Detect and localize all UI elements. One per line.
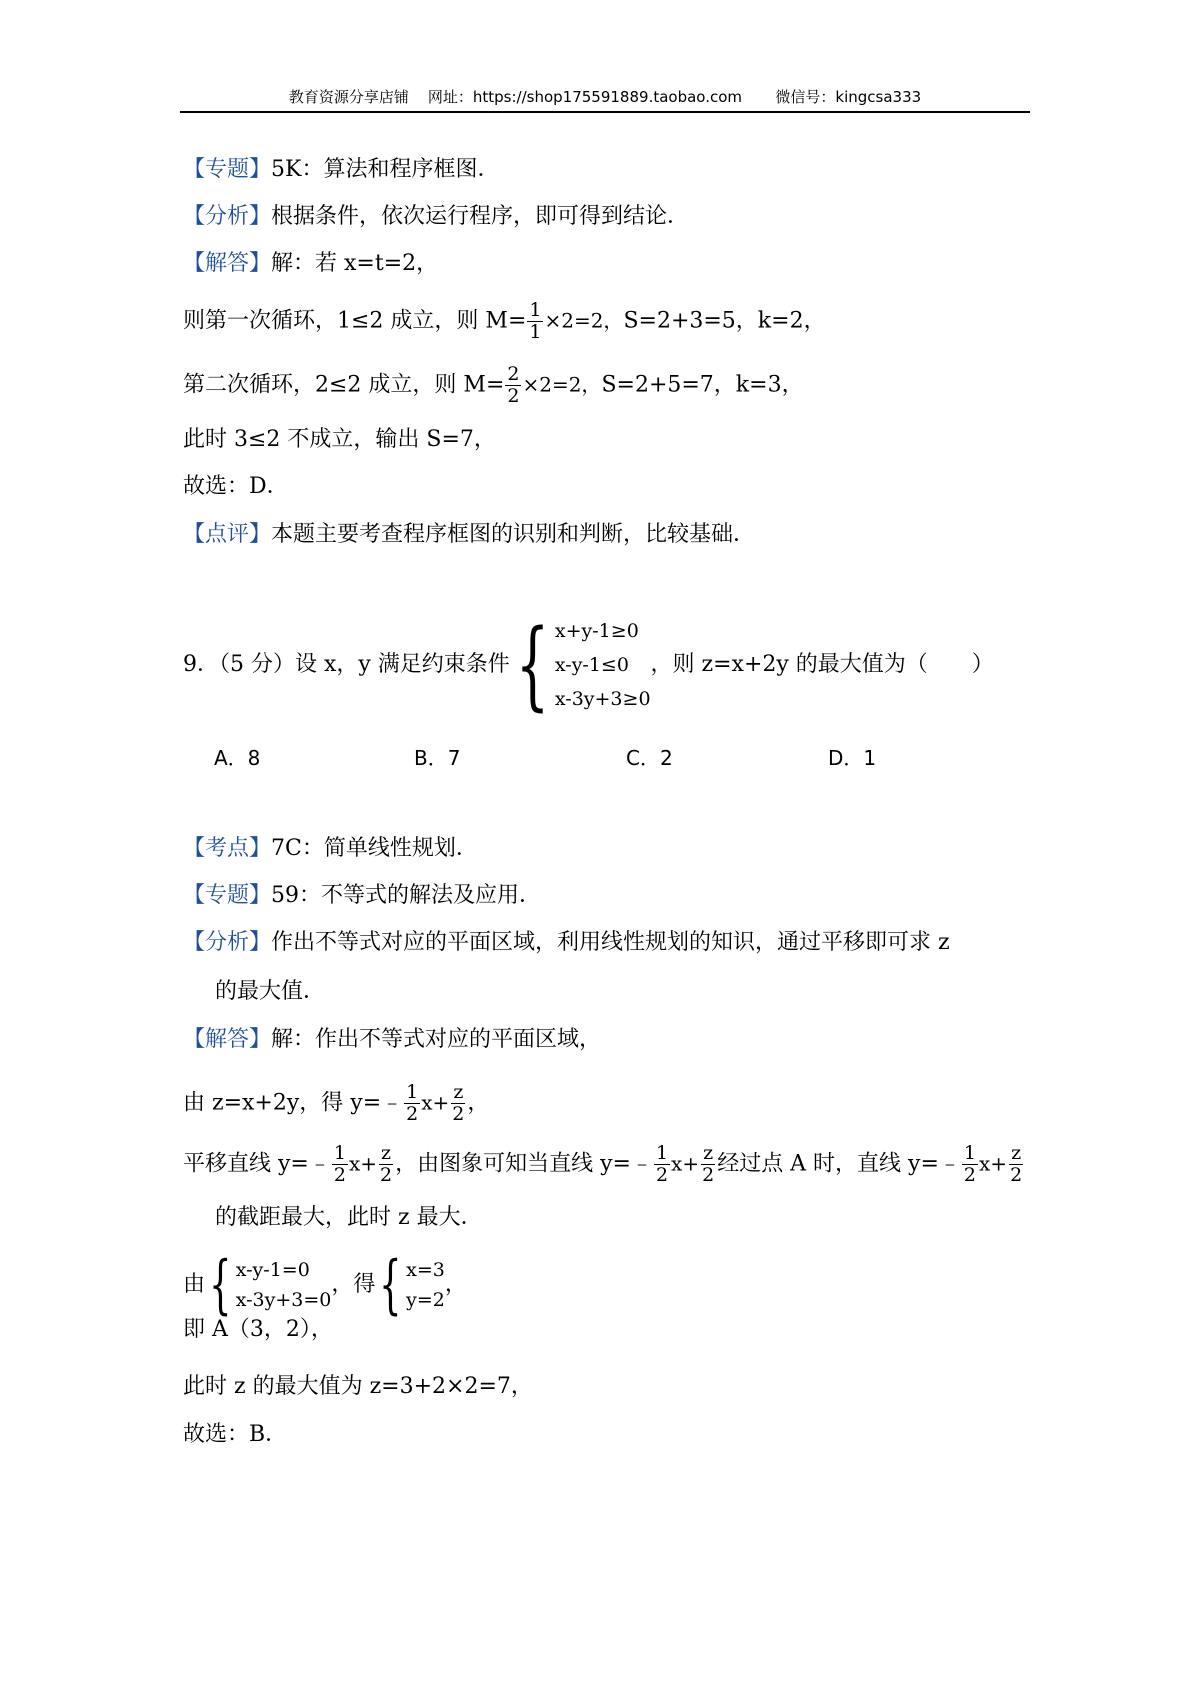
x-plus: x+ xyxy=(979,1151,1008,1176)
solution-label: 【解答】 xyxy=(183,1027,272,1052)
s9-line3: 的截距最大，此时 z 最大． xyxy=(215,1205,483,1230)
option-c: C．2 xyxy=(626,746,673,770)
s9-topic-line xyxy=(183,881,541,911)
analysis-text: 根据条件，依次运行程序，即可得到结论． xyxy=(271,204,690,229)
result-x: x=3 xyxy=(406,1259,445,1281)
fraction xyxy=(404,1082,420,1125)
line2-middle: ，由图象可知当直线 y=﹣ xyxy=(395,1151,653,1177)
fraction-numerator: 1 xyxy=(963,1142,977,1164)
fraction xyxy=(505,364,521,407)
fraction xyxy=(1008,1143,1024,1186)
topic-label: 【专题】 xyxy=(183,157,272,182)
header-rule xyxy=(180,111,1030,113)
q9-stem: 9．（5 分）设 x，y 满足约束条件 xyxy=(183,652,510,677)
s9-line5: 即 A（3，2）， xyxy=(183,1317,333,1342)
fraction-denominator: 2 xyxy=(507,385,520,407)
s8-loop1-line xyxy=(183,300,826,343)
s8-topic-line xyxy=(183,155,499,185)
fraction-denominator: 1 xyxy=(529,321,542,343)
left-brace-icon: { xyxy=(379,1248,402,1322)
s9-line1 xyxy=(183,1082,489,1125)
s8-analysis-line xyxy=(183,202,689,232)
s9-line7: 故选：B． xyxy=(183,1422,288,1447)
fraction-numerator: z xyxy=(453,1081,464,1103)
analysis-text: 作出不等式对应的平面区域，利用线性规划的知识，通过平移即可求 z xyxy=(271,930,950,955)
s9-analysis-line xyxy=(183,928,950,958)
line2-text: 平移直线 y=﹣ xyxy=(183,1151,331,1177)
analysis-label: 【分析】 xyxy=(183,204,272,229)
equation-system xyxy=(205,1248,332,1322)
s8-solution-line xyxy=(183,249,438,279)
kp-label: 【考点】 xyxy=(183,836,272,861)
fraction-denominator: 2 xyxy=(406,1103,419,1125)
constraint-2: x-y-1≤0 xyxy=(554,654,629,676)
page-header: 教育资源分享店铺 网址：https://shop175591889.taobao.com 微信号：kingcsa333 xyxy=(288,88,922,106)
equation-1: x-y-1=0 xyxy=(235,1259,310,1281)
s9-kp-line xyxy=(183,834,478,864)
solution-label: 【解答】 xyxy=(183,251,272,276)
s8-answer-line: 故选：D． xyxy=(183,474,289,499)
s9-line6: 此时 z 的最大值为 z=3+2×2=7， xyxy=(183,1374,533,1399)
constraint-1: x+y-1≥0 xyxy=(554,620,639,642)
fraction-denominator: 2 xyxy=(452,1103,465,1125)
loop2-values: S=2+5=7，k=3， xyxy=(601,372,804,398)
fraction xyxy=(527,300,543,343)
result-y: y=2 xyxy=(406,1289,445,1311)
s9-analysis-cont: 的最大值． xyxy=(215,979,326,1004)
x-plus: x+ xyxy=(421,1090,450,1115)
s9-line4 xyxy=(183,1248,467,1322)
solution-text: 解：若 x=t=2， xyxy=(271,251,439,276)
loop2-text: 第二次循环，2≤2 成立，则 M= xyxy=(183,372,505,398)
x-plus: x+ xyxy=(348,1151,377,1176)
line4-middle: ，得 xyxy=(331,1272,376,1297)
loop2-product: ×2=2， xyxy=(522,372,602,397)
equation-2: x-3y+3=0 xyxy=(235,1289,332,1311)
left-brace-icon: { xyxy=(515,609,550,721)
option-b: B．7 xyxy=(414,746,461,770)
fraction xyxy=(378,1143,394,1186)
line4-end: ， xyxy=(444,1272,467,1297)
s8-loop2-line xyxy=(183,364,804,407)
loop1-values: S=2+3=5，k=2， xyxy=(623,308,826,334)
fraction-numerator: 1 xyxy=(655,1142,669,1164)
fraction-numerator: z xyxy=(381,1142,392,1164)
fraction-numerator: 1 xyxy=(529,299,542,321)
topic-text: 5K：算法和程序框图． xyxy=(271,157,500,182)
fraction-numerator: 2 xyxy=(507,363,520,385)
fraction-numerator: z xyxy=(703,1142,714,1164)
s8-comment-line xyxy=(183,520,755,550)
line2-middle2: 经过点 A 时，直线 y=﹣ xyxy=(717,1151,961,1177)
fraction xyxy=(450,1082,466,1125)
fraction-denominator: 2 xyxy=(1010,1164,1023,1186)
left-brace-icon: { xyxy=(209,1248,232,1322)
fraction-denominator: 2 xyxy=(655,1164,669,1186)
loop1-product: ×2=2， xyxy=(544,308,624,333)
fraction-numerator: z xyxy=(1011,1142,1022,1164)
fraction-denominator: 2 xyxy=(333,1164,346,1186)
fraction xyxy=(700,1143,716,1186)
fraction-numerator: 1 xyxy=(333,1142,346,1164)
option-a: A．8 xyxy=(214,746,261,770)
kp-text: 7C：简单线性规划． xyxy=(271,836,478,861)
fraction-denominator: 2 xyxy=(963,1164,977,1186)
constraint-system xyxy=(510,609,651,721)
fraction xyxy=(654,1143,670,1186)
option-d: D．1 xyxy=(828,746,877,770)
loop1-text: 则第一次循环，1≤2 成立，则 M= xyxy=(183,308,527,334)
comment-label: 【点评】 xyxy=(183,522,272,547)
line1-text: 由 z=x+2y，得 y=﹣ xyxy=(183,1090,404,1116)
fraction xyxy=(332,1143,348,1186)
analysis-label: 【分析】 xyxy=(183,930,272,955)
s8-exit-line: 此时 3≤2 不成立，输出 S=7， xyxy=(183,427,496,452)
fraction-denominator: 2 xyxy=(702,1164,715,1186)
constraint-3: x-3y+3≥0 xyxy=(554,688,651,710)
q9-line xyxy=(183,609,994,721)
solution-text: 解：作出不等式对应的平面区域， xyxy=(271,1027,602,1052)
s9-solution-line xyxy=(183,1025,601,1055)
s9-line2 xyxy=(183,1143,1025,1186)
line1-end: ， xyxy=(467,1090,490,1116)
q9-objective: ，则 z=x+2y 的最大值为（ ） xyxy=(650,652,994,677)
topic-label: 【专题】 xyxy=(183,883,272,908)
fraction-numerator: 1 xyxy=(406,1081,419,1103)
topic-text: 59：不等式的解法及应用． xyxy=(271,883,542,908)
fraction-denominator: 2 xyxy=(380,1164,393,1186)
line4-text: 由 xyxy=(183,1272,206,1297)
x-plus: x+ xyxy=(671,1151,700,1176)
comment-text: 本题主要考查程序框图的识别和判断，比较基础． xyxy=(271,522,756,547)
result-system xyxy=(375,1248,445,1322)
fraction xyxy=(962,1143,978,1186)
